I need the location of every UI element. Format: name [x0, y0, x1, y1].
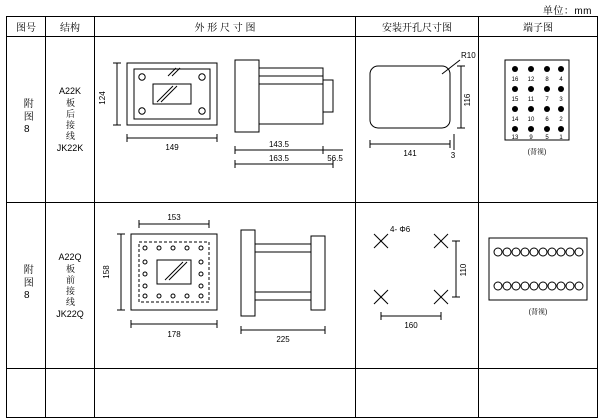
row2-dim-front-height: 158: [102, 265, 111, 279]
row2-hole-height: 110: [459, 263, 468, 277]
row3-outline: [95, 369, 356, 418]
row2-terminal-caption: (背视): [528, 309, 548, 316]
table-row: [7, 37, 598, 203]
row1-dim-front-width: 149: [165, 143, 179, 152]
row1-structure-bottom: JK22K: [56, 142, 84, 153]
row3-structure: [46, 369, 95, 418]
row1-structure: [46, 37, 95, 203]
svg-text:9: 9: [529, 135, 533, 141]
row1-no-label: 附图8: [21, 98, 33, 138]
row1-structure-mid: 板后接线: [65, 97, 76, 142]
row1-no: [7, 37, 46, 203]
row1-dim-side-2: 163.5: [268, 154, 290, 163]
svg-text:12: 12: [527, 77, 535, 83]
dimension-table: [6, 16, 598, 418]
svg-text:11: 11: [527, 97, 535, 103]
svg-text:1: 1: [559, 135, 563, 141]
table-row: [7, 203, 598, 369]
header-outline: 外 形 尺 寸 图: [95, 17, 356, 37]
unit-note: 单位：mm: [542, 6, 592, 17]
svg-text:5: 5: [545, 135, 549, 141]
row2-structure-top: A22Q: [58, 252, 82, 263]
row1-outline-drawing: [95, 37, 356, 203]
row2-no-label: 附图8: [21, 264, 33, 304]
row2-outline-drawing: [95, 203, 356, 369]
header-hole: 安装开孔尺寸图: [356, 17, 479, 37]
row1-dim-side-1: 143.5: [268, 140, 290, 149]
row3-hole: [356, 369, 479, 418]
row2-structure: [46, 203, 95, 369]
row1-terminal-caption: (背视): [527, 149, 547, 156]
row2-dim-side-width: 225: [276, 335, 290, 344]
row1-structure-top: A22K: [58, 86, 82, 97]
header-no: 图号: [7, 17, 46, 37]
row2-terminal-drawing: [479, 203, 598, 369]
row2-dim-front-width-top: 153: [167, 213, 181, 222]
svg-text:14: 14: [511, 117, 519, 123]
row1-hole-height: 116: [463, 93, 472, 107]
table-header-row: [7, 17, 598, 37]
row1-hole-gap: 3: [450, 151, 456, 160]
row2-hole-width: 160: [404, 321, 418, 330]
row1-dim-side-depth: 56.5: [327, 154, 343, 163]
row2-no: [7, 203, 46, 369]
table-row-empty: [7, 369, 598, 418]
row2-structure-mid: 板前接线: [65, 263, 76, 308]
row2-dim-front-width-bottom: 178: [167, 330, 181, 339]
svg-text:6: 6: [545, 117, 549, 123]
svg-text:3: 3: [559, 97, 563, 103]
row1-hole-width: 141: [403, 149, 417, 158]
row1-terminal-drawing: [479, 37, 598, 203]
row2-hole-drawing: [356, 203, 479, 369]
svg-text:10: 10: [527, 117, 535, 123]
row1-hole-drawing: [356, 37, 479, 203]
row2-structure-bottom: JK22Q: [56, 308, 84, 319]
svg-text:16: 16: [511, 77, 519, 83]
header-structure: 结构: [46, 17, 95, 37]
svg-text:13: 13: [511, 135, 519, 141]
header-terminal: 端子图: [479, 17, 598, 37]
svg-text:2: 2: [559, 117, 563, 123]
row2-hole-note: 4- Φ6: [390, 225, 411, 234]
row1-hole-radius: R10: [461, 51, 476, 60]
svg-text:15: 15: [511, 97, 519, 103]
row3-no: [7, 369, 46, 418]
row1-dim-front-height: 124: [98, 91, 107, 105]
svg-text:4: 4: [559, 77, 563, 83]
svg-text:7: 7: [545, 97, 549, 103]
row3-terminal: [479, 369, 598, 418]
svg-text:8: 8: [545, 77, 549, 83]
